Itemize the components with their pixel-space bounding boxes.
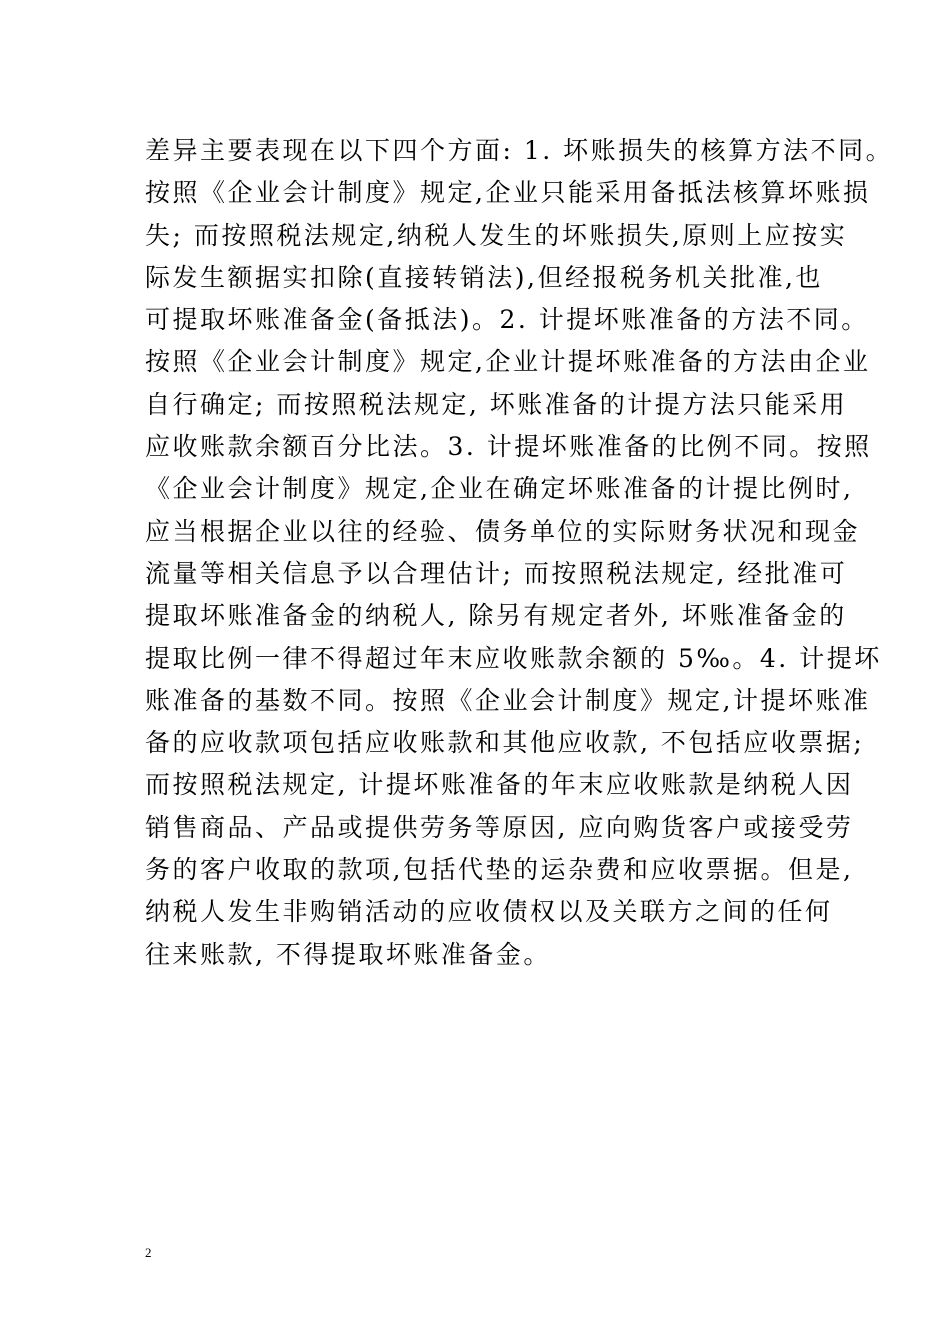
text-line: 提取比例一律不得超过年末应收账款余额的 5‰。4. 计提坏 — [145, 643, 882, 673]
text-line: 可提取坏账准备金(备抵法)。2. 计提坏账准备的方法不同。 — [145, 305, 869, 335]
text-line: 应收账款余额百分比法。3. 计提坏账准备的比例不同。按照 — [145, 432, 872, 462]
text-line: 差异主要表现在以下四个方面: 1. 坏账损失的核算方法不同。 — [145, 136, 894, 165]
body-text — [145, 130, 894, 976]
text-line: 按照《企业会计制度》规定,企业计提坏账准备的方法由企业 — [145, 347, 871, 377]
text-line: 纳税人发生非购销活动的应收债权以及关联方之间的任何 — [145, 897, 833, 927]
text-line: 失; 而按照税法规定,纳税人发生的坏账损失,原则上应按实 — [145, 220, 848, 250]
text-line: 《企业会计制度》规定,企业在确定坏账准备的计提比例时, — [145, 474, 854, 504]
text-line: 务的客户收取的款项,包括代垫的运杂费和应收票据。但是, — [145, 855, 854, 885]
text-line: 备的应收款项包括应收账款和其他应收款, 不包括应收票据; — [145, 728, 865, 758]
text-line: 自行确定; 而按照税法规定, 坏账准备的计提方法只能采用 — [145, 389, 848, 419]
text-line: 提取坏账准备金的纳税人, 除另有规定者外, 坏账准备金的 — [145, 601, 847, 631]
text-line: 际发生额据实扣除(直接转销法),但经报税务机关批准,也 — [145, 262, 823, 292]
page-number: 2 — [145, 1245, 152, 1260]
text-line: 应当根据企业以往的经验、债务单位的实际财务状况和现金 — [145, 516, 861, 546]
text-line: 账准备的基数不同。按照《企业会计制度》规定,计提坏账准 — [145, 685, 871, 715]
text-line: 而按照税法规定, 计提坏账准备的年末应收账款是纳税人因 — [145, 770, 854, 800]
text-line: 销售商品、产品或提供劳务等原因, 应向购货客户或接受劳 — [145, 812, 854, 842]
text-line: 按照《企业会计制度》规定,企业只能采用备抵法核算坏账损 — [145, 178, 871, 208]
text-line: 往来账款, 不得提取坏账准备金。 — [145, 939, 551, 969]
text-line: 流量等相关信息予以合理估计; 而按照税法规定, 经批准可 — [145, 558, 848, 588]
